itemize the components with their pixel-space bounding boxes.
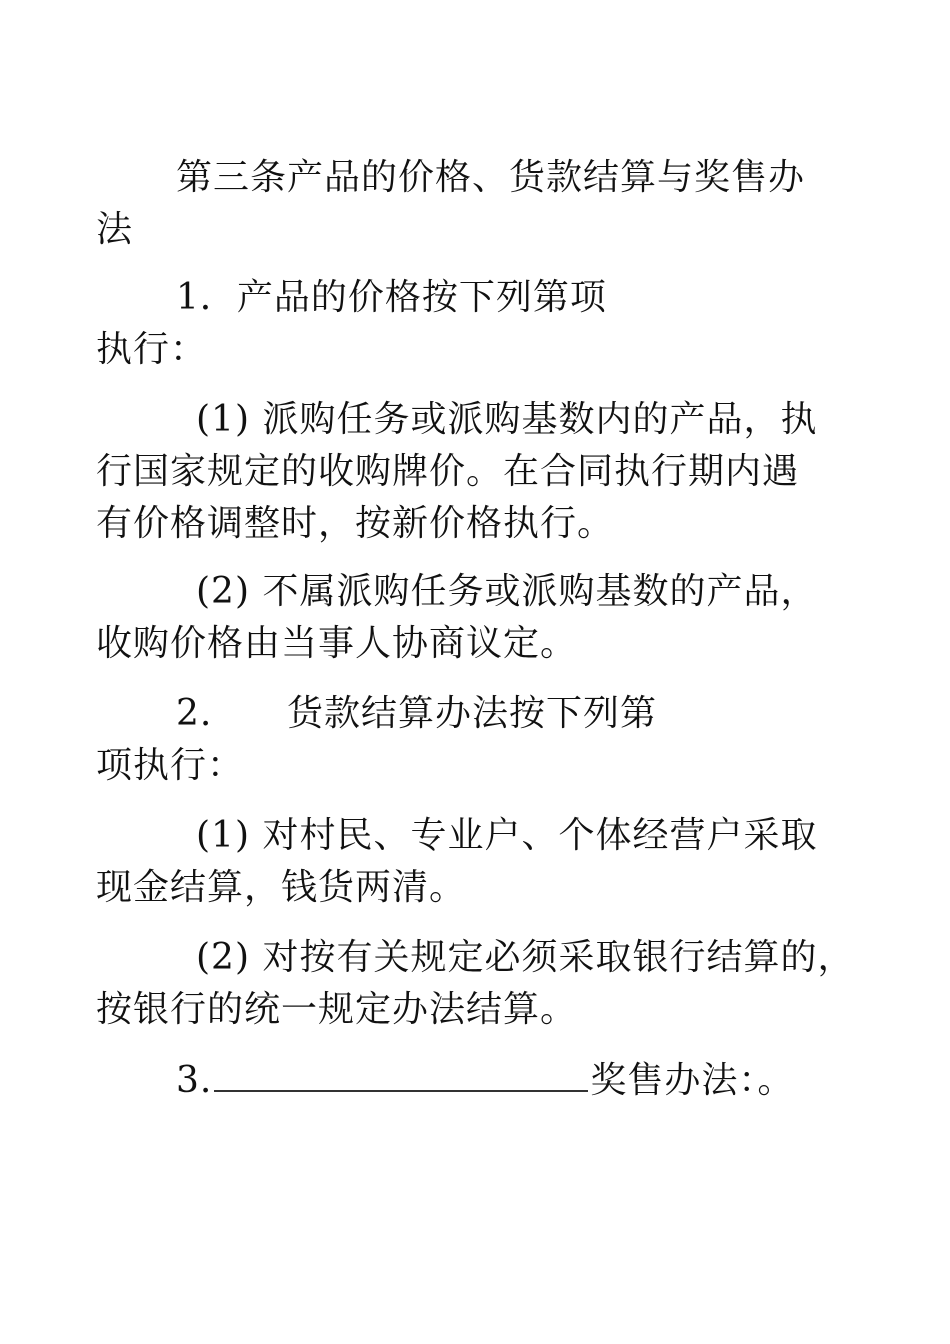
item-3-label: 奖售办法：。 [590,1060,795,1101]
item-1-1-line-2: 行国家规定的收购牌价。在合同执行期内遇 [96,451,800,492]
item-1-line-1: 1．产品的价格按下列第项 [176,277,607,318]
item-1-2-line-1: (2) 不属派购任务或派购基数的产品， [196,571,818,612]
item-1-line-2: 执行： [96,329,208,370]
article-heading-line-2: 法 [96,209,134,250]
item-2-1-line-2: 现金结算，钱货两清。 [96,867,467,908]
item-2-line-2: 项执行： [96,745,245,786]
item-1-1-line-3: 有价格调整时，按新价格执行。 [96,503,615,544]
item-3-line [176,1058,794,1101]
item-3-blank-field[interactable] [214,1058,588,1092]
item-2-2-line-2: 按银行的统一规定办法结算。 [96,989,578,1030]
item-1-2-line-2: 收购价格由当事人协商议定。 [96,623,578,664]
item-3-number: 3. [176,1060,213,1101]
item-2-line-1: 2. 货款结算办法按下列第 [176,693,658,734]
article-heading-line-1: 第三条产品的价格、货款结算与奖售办 [176,157,806,198]
item-1-1-line-1: (1) 派购任务或派购基数内的产品，执 [196,399,818,440]
item-2-1-line-1: (1) 对村民、专业户、个体经营户采取 [196,815,818,856]
item-2-2-line-1: (2) 对按有关规定必须采取银行结算的， [196,937,855,978]
